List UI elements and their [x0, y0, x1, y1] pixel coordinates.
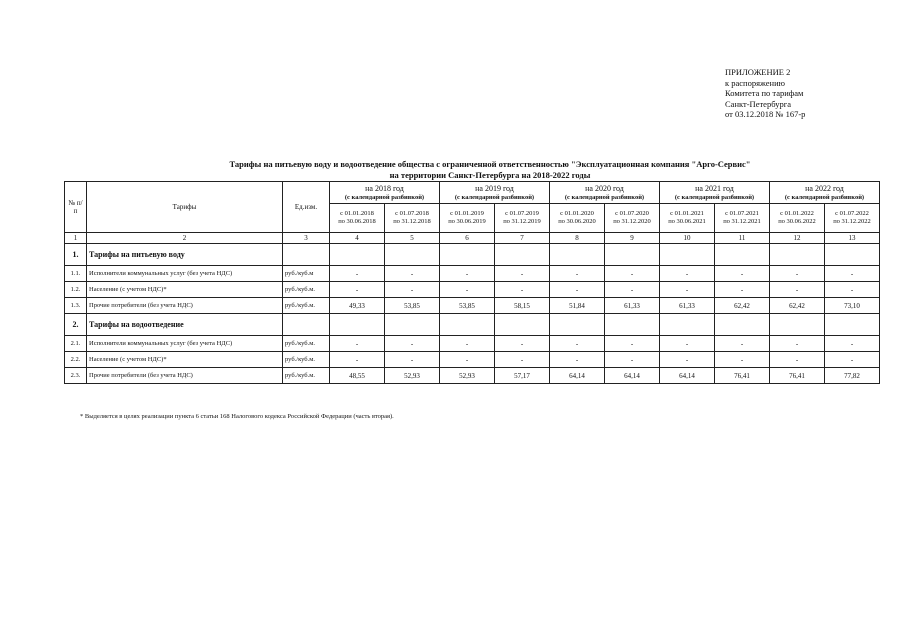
empty-cell — [283, 314, 330, 336]
appendix-line: Комитета по тарифам — [725, 88, 804, 99]
tariff-value: - — [715, 352, 770, 368]
period-to: по 30.06.2022 — [778, 218, 816, 225]
period-from: с 01.01.2022 — [780, 209, 814, 217]
tariff-value: 62,42 — [715, 298, 770, 314]
row-number: 2.1. — [65, 336, 87, 352]
tariff-value: - — [330, 336, 385, 352]
header-year — [440, 182, 550, 204]
year-label: на 2018 год — [365, 183, 404, 193]
header-period — [440, 204, 495, 233]
header-period — [715, 204, 770, 233]
period-from: с 01.07.2021 — [725, 209, 759, 217]
row-number: 2.3. — [65, 368, 87, 384]
column-number: 2 — [87, 233, 283, 244]
tariff-value: - — [550, 282, 605, 298]
tariff-value: 61,33 — [605, 298, 660, 314]
header-period — [660, 204, 715, 233]
tariff-value: - — [385, 282, 440, 298]
header-year — [770, 182, 880, 204]
header-period — [330, 204, 385, 233]
table-row — [65, 298, 880, 314]
tariff-value: - — [605, 352, 660, 368]
tariff-value: 53,85 — [440, 298, 495, 314]
tariff-value: - — [825, 352, 880, 368]
tariff-value: - — [715, 266, 770, 282]
row-unit: руб./куб.м. — [283, 336, 330, 352]
tariff-value: - — [385, 266, 440, 282]
period-to: по 31.12.2019 — [503, 218, 541, 225]
table-row — [65, 336, 880, 352]
period-from: с 01.01.2019 — [450, 209, 484, 217]
table-row — [65, 352, 880, 368]
row-unit: руб./куб.м. — [283, 352, 330, 368]
header-year — [330, 182, 440, 204]
year-label: на 2021 год — [695, 183, 734, 193]
column-number: 9 — [605, 233, 660, 244]
tariff-value: 52,93 — [385, 368, 440, 384]
title-line-1: Тарифы на питьевую воду и водоотведение общества с ограниченной ответственностью "Эксплуатационная компания "Арго-Сервис" — [229, 159, 751, 169]
period-to: по 30.06.2021 — [668, 218, 706, 225]
tariff-value: - — [660, 282, 715, 298]
column-number: 8 — [550, 233, 605, 244]
empty-cell — [330, 244, 385, 266]
tariff-value: 76,41 — [770, 368, 825, 384]
row-number: 2.2. — [65, 352, 87, 368]
empty-cell — [440, 314, 495, 336]
tariff-value: 49,33 — [330, 298, 385, 314]
empty-cell — [495, 244, 550, 266]
empty-cell — [715, 314, 770, 336]
title-line-2: на территории Санкт-Петербурга на 2018-2022 годы — [389, 170, 591, 180]
tariff-value: - — [605, 336, 660, 352]
period-to: по 30.06.2019 — [448, 218, 486, 225]
empty-cell — [715, 244, 770, 266]
empty-cell — [283, 244, 330, 266]
tariff-value: 57,17 — [495, 368, 550, 384]
calendar-note: (с календарной разбивкой) — [674, 193, 755, 201]
tariff-value: - — [385, 336, 440, 352]
row-unit: руб./куб.м. — [283, 368, 330, 384]
tariff-value: - — [330, 282, 385, 298]
footnote: * Выделяется в целях реализации пункта 6 статьи 168 Налогового кодекса Российской Федерации (часть вторая). — [80, 413, 394, 420]
header-period — [770, 204, 825, 233]
period-to: по 30.06.2020 — [558, 218, 596, 225]
period-from: с 01.07.2019 — [505, 209, 539, 217]
row-tariff-name: Исполнители коммунальных услуг (без учета НДС) — [87, 266, 283, 282]
header-period — [385, 204, 440, 233]
section-row — [65, 314, 880, 336]
tariff-value: 61,33 — [660, 298, 715, 314]
column-number: 11 — [715, 233, 770, 244]
tariff-value: 52,93 — [440, 368, 495, 384]
tariff-value: - — [770, 336, 825, 352]
appendix-line: к распоряжению — [725, 77, 785, 88]
tariff-value: - — [605, 266, 660, 282]
calendar-note: (с календарной разбивкой) — [564, 193, 645, 201]
empty-cell — [385, 244, 440, 266]
tariff-value: - — [440, 266, 495, 282]
section-name: Тарифы на водоотведение — [87, 314, 283, 336]
tariff-value: 64,14 — [605, 368, 660, 384]
appendix-header — [725, 67, 805, 120]
appendix-date: от 03.12.2018 № 167-р — [725, 109, 806, 120]
tariff-value: - — [385, 352, 440, 368]
tariff-value: - — [440, 336, 495, 352]
table-row — [65, 368, 880, 384]
appendix-line: Санкт-Петербурга — [725, 98, 791, 109]
period-to: по 30.06.2018 — [338, 218, 376, 225]
period-to: по 31.12.2018 — [393, 218, 431, 225]
empty-cell — [770, 244, 825, 266]
tariff-value: - — [715, 336, 770, 352]
tariff-value: - — [550, 352, 605, 368]
tariff-value: - — [770, 266, 825, 282]
section-number: 2. — [65, 314, 87, 336]
row-number: 1.3. — [65, 298, 87, 314]
section-number: 1. — [65, 244, 87, 266]
empty-cell — [770, 314, 825, 336]
column-number: 6 — [440, 233, 495, 244]
period-from: с 01.01.2018 — [340, 209, 374, 217]
period-to: по 31.12.2022 — [833, 218, 871, 225]
row-unit: руб./куб.м — [283, 266, 330, 282]
tariffs-table — [64, 181, 880, 384]
header-period — [825, 204, 880, 233]
tariff-value: 53,85 — [385, 298, 440, 314]
tariff-value: - — [495, 282, 550, 298]
empty-cell — [605, 314, 660, 336]
tariff-value: - — [495, 352, 550, 368]
row-number: 1.2. — [65, 282, 87, 298]
row-number: 1.1. — [65, 266, 87, 282]
tariff-value: - — [825, 266, 880, 282]
row-tariff-name: Исполнители коммунальных услуг (без учета НДС) — [87, 336, 283, 352]
tariff-value: - — [825, 336, 880, 352]
row-tariff-name: Прочие потребители (без учета НДС) — [87, 298, 283, 314]
column-number: 13 — [825, 233, 880, 244]
period-from: с 01.07.2022 — [835, 209, 869, 217]
period-from: с 01.01.2021 — [670, 209, 704, 217]
empty-cell — [660, 244, 715, 266]
tariff-value: - — [440, 282, 495, 298]
period-from: с 01.01.2020 — [560, 209, 594, 217]
header-period — [495, 204, 550, 233]
empty-cell — [605, 244, 660, 266]
tariff-value: 51,84 — [550, 298, 605, 314]
tariff-value: 76,41 — [715, 368, 770, 384]
section-row — [65, 244, 880, 266]
tariff-value: 48,55 — [330, 368, 385, 384]
empty-cell — [550, 314, 605, 336]
tariff-value: - — [660, 352, 715, 368]
tariff-value: - — [495, 336, 550, 352]
tariff-value: - — [825, 282, 880, 298]
tariff-value: - — [770, 282, 825, 298]
tariff-value: - — [550, 266, 605, 282]
row-unit: руб./куб.м. — [283, 282, 330, 298]
column-number: 10 — [660, 233, 715, 244]
tariff-value: - — [330, 352, 385, 368]
header-period — [550, 204, 605, 233]
empty-cell — [825, 314, 880, 336]
tariff-value: - — [660, 266, 715, 282]
row-tariff-name: Население (с учетом НДС)* — [87, 282, 283, 298]
header-period — [605, 204, 660, 233]
year-label: на 2022 год — [805, 183, 844, 193]
tariff-value: 64,14 — [550, 368, 605, 384]
tariff-value: 62,42 — [770, 298, 825, 314]
appendix-title: ПРИЛОЖЕНИЕ 2 — [725, 67, 791, 77]
period-from: с 01.07.2020 — [615, 209, 649, 217]
column-number: 1 — [65, 233, 87, 244]
table-row — [65, 266, 880, 282]
tariff-value: - — [550, 336, 605, 352]
calendar-note: (с календарной разбивкой) — [344, 193, 425, 201]
table-row — [65, 282, 880, 298]
empty-cell — [825, 244, 880, 266]
period-to: по 31.12.2021 — [723, 218, 761, 225]
tariff-value: - — [660, 336, 715, 352]
empty-cell — [550, 244, 605, 266]
tariff-value: 58,15 — [495, 298, 550, 314]
column-number: 3 — [283, 233, 330, 244]
header-year — [550, 182, 660, 204]
empty-cell — [495, 314, 550, 336]
column-number: 5 — [385, 233, 440, 244]
header-unit: Ед.изм. — [283, 182, 330, 233]
tariff-value: 77,82 — [825, 368, 880, 384]
tariff-value: 64,14 — [660, 368, 715, 384]
section-name: Тарифы на питьевую воду — [87, 244, 283, 266]
tariff-value: - — [440, 352, 495, 368]
header-num: № п/п — [65, 182, 87, 233]
column-number: 12 — [770, 233, 825, 244]
row-tariff-name: Население (с учетом НДС)* — [87, 352, 283, 368]
row-tariff-name: Прочие потребители (без учета НДС) — [87, 368, 283, 384]
empty-cell — [660, 314, 715, 336]
calendar-note: (с календарной разбивкой) — [784, 193, 865, 201]
column-numbers-row — [65, 233, 880, 244]
tariff-value: - — [715, 282, 770, 298]
year-label: на 2019 год — [475, 183, 514, 193]
column-number: 7 — [495, 233, 550, 244]
year-label: на 2020 год — [585, 183, 624, 193]
header-year — [660, 182, 770, 204]
header-row-years — [65, 182, 880, 204]
calendar-note: (с календарной разбивкой) — [454, 193, 535, 201]
tariff-value: 73,10 — [825, 298, 880, 314]
document-title — [60, 159, 905, 181]
period-from: с 01.07.2018 — [395, 209, 429, 217]
header-tariffs: Тарифы — [87, 182, 283, 233]
tariff-value: - — [330, 266, 385, 282]
column-number: 4 — [330, 233, 385, 244]
tariff-value: - — [495, 266, 550, 282]
empty-cell — [440, 244, 495, 266]
tariff-value: - — [770, 352, 825, 368]
row-unit: руб./куб.м. — [283, 298, 330, 314]
empty-cell — [330, 314, 385, 336]
empty-cell — [385, 314, 440, 336]
period-to: по 31.12.2020 — [613, 218, 651, 225]
tariff-value: - — [605, 282, 660, 298]
